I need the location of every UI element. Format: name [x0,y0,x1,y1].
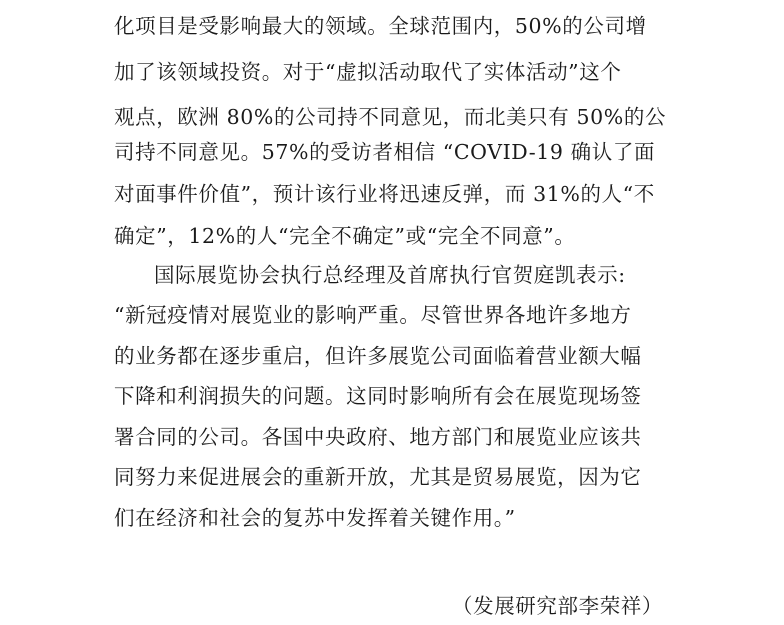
author-signature: （发展研究部李荣祥） [452,594,663,618]
paragraph-line: “新冠疫情对展览业的影响严重。尽管世界各地许多地方 [114,303,632,327]
paragraph-line: 署合同的公司。各国中央政府、地方部门和展览业应该共 [114,425,642,449]
paragraph-line: 观点，欧洲 80%的公司持不同意见，而北美只有 50%的公 [114,105,667,129]
paragraph-line: 对面事件价值”，预计该行业将迅速反弹，而 31%的人“不 [114,182,655,206]
paragraph-line: 化项目是受影响最大的领域。全球范围内，50%的公司增 [114,14,647,38]
paragraph-line: 司持不同意见。57%的受访者相信 “COVID-19 确认了面 [114,140,656,164]
paragraph-line: 加了该领域投资。对于“虚拟活动取代了实体活动”这个 [114,60,622,84]
paragraph-line: 同努力来促进展会的重新开放，尤其是贸易展览，因为它 [114,465,642,489]
paragraph-line: 们在经济和社会的复苏中发挥着关键作用。” [114,506,516,530]
paragraph-line: 国际展览协会执行总经理及首席执行官贺庭凯表示: [154,263,626,287]
paragraph-line: 下降和利润损失的问题。这同时影响所有会在展览现场签 [114,384,642,408]
paragraph-line: 确定”，12%的人“完全不确定”或“完全不同意”。 [114,224,576,248]
paragraph-line: 的业务都在逐步重启，但许多展览公司面临着营业额大幅 [114,344,642,368]
